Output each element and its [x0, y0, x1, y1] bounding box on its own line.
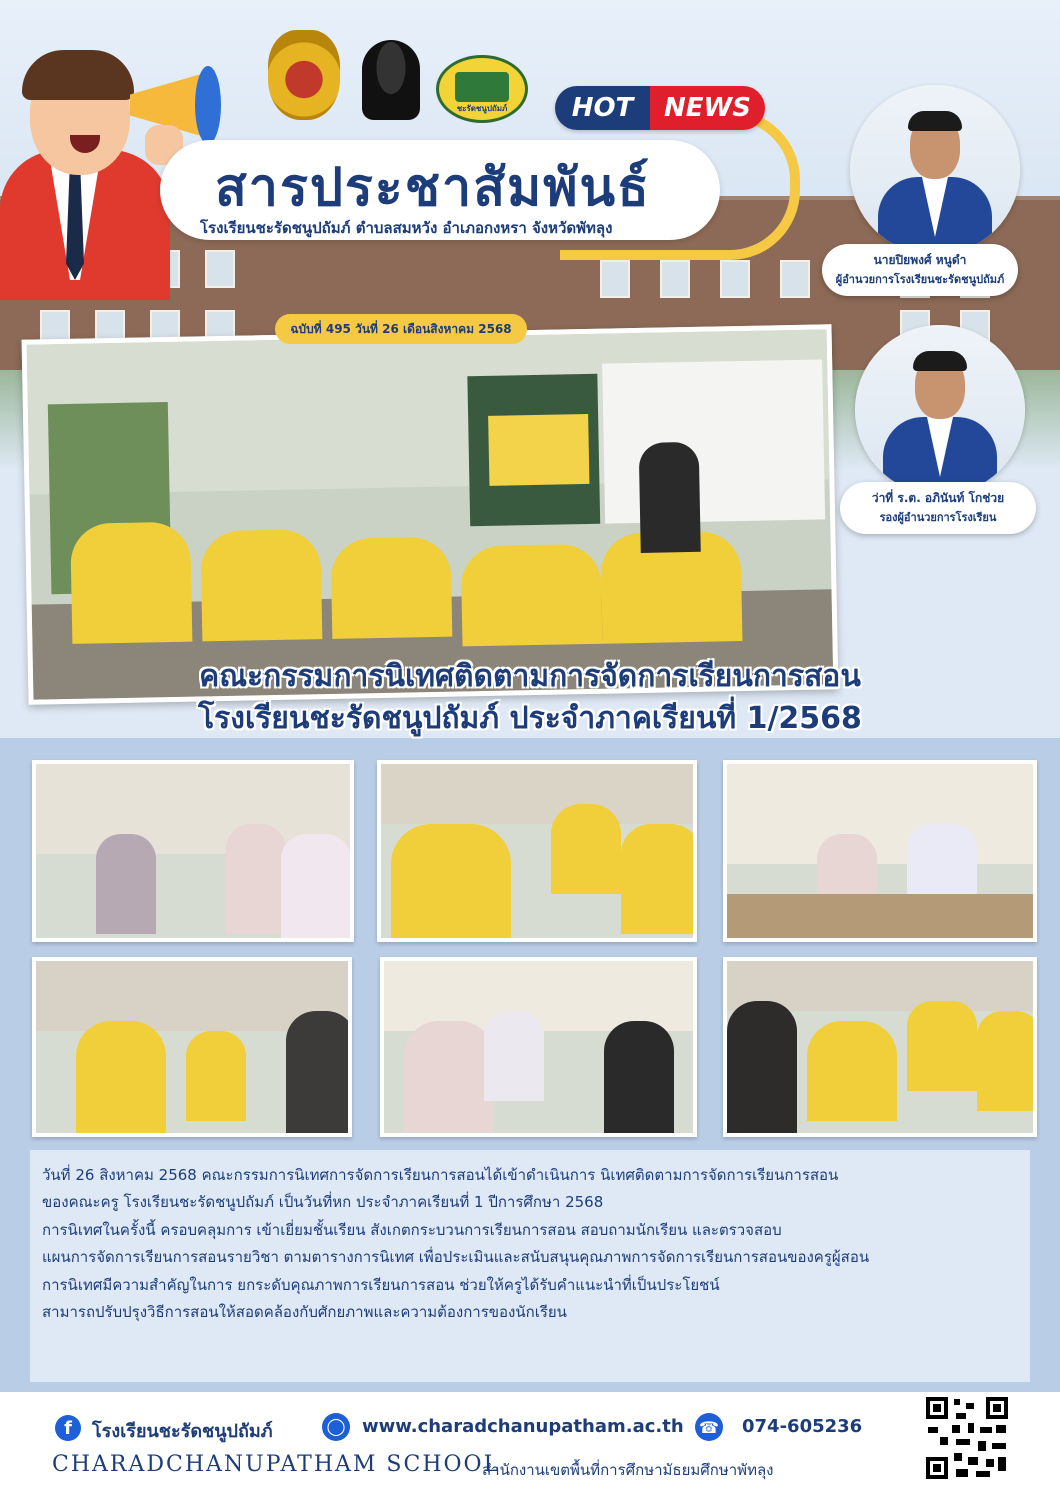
- headline-line-2: โรงเรียนชะรัดชนูปถัมภ์ ประจำภาคเรียนที่ 1/2568: [198, 701, 862, 736]
- cartoon-hair: [22, 50, 134, 100]
- deputy-role: รองผู้อำนวยการโรงเรียน: [879, 511, 997, 524]
- globe-icon[interactable]: ◯: [322, 1413, 350, 1441]
- article-line-2: ของคณะครู โรงเรียนชะรัดชนูปถัมภ์ เป็นวันที่หก ประจำภาคเรียนที่ 1 ปีการศึกษา 2568: [42, 1193, 604, 1212]
- article-body: [42, 1162, 1027, 1326]
- facebook-icon[interactable]: f: [55, 1415, 81, 1441]
- deputy-portrait: [855, 325, 1025, 495]
- school-logo-text: ชะรัดชนูปถัมภ์: [456, 104, 508, 113]
- gallery-photo-6: [723, 957, 1037, 1137]
- issue-info-pill: ฉบับที่ 495 วันที่ 26 เดือนสิงหาคม 2568: [275, 314, 527, 344]
- article-line-5: การนิเทศมีความสำคัญในการ ยกระดับคุณภาพการเรียนการสอน ช่วยให้ครูได้รับคำแนะนำที่เป็นประโยชน์: [42, 1275, 720, 1294]
- article-line-6: สามารถปรับปรุงวิธีการสอนให้สอดคล้องกับศักยภาพและความต้องการของนักเรียน: [42, 1303, 567, 1322]
- newsletter-title: สารประชาสัมพันธ์: [215, 157, 651, 218]
- deputy-name: ว่าที่ ร.ต. อภินันท์ โกช่วย: [871, 491, 1005, 505]
- phone-number[interactable]: 074-605236: [742, 1416, 863, 1437]
- gallery-photo-4: [32, 957, 352, 1137]
- gallery-photo-3: [723, 760, 1037, 942]
- gallery-photo-2: [377, 760, 697, 942]
- director-name: นายปิยพงศ์ หนูดำ: [873, 253, 967, 267]
- headline: [0, 656, 1060, 740]
- gallery-photo-5: [380, 957, 697, 1137]
- school-logo: [436, 55, 528, 123]
- gallery-photo-1: [32, 760, 354, 942]
- article-line-3: การนิเทศในครั้งนี้ ครอบคลุมการ เข้าเยี่ยมชั้นเรียน สังเกตกระบวนการเรียนการสอน สอบถามนักเรียน และตรวจสอบ: [42, 1220, 782, 1239]
- school-name-english: CHARADCHANUPATHAM SCHOOL: [52, 1452, 501, 1477]
- facebook-page-link[interactable]: โรงเรียนชะรัดชนูปถัมภ์: [92, 1421, 273, 1442]
- article-line-1: วันที่ 26 สิงหาคม 2568 คณะกรรมการนิเทศการจัดการเรียนการสอนได้เข้าดำเนินการ นิเทศติดตามการจัดการเรียนการสอน: [42, 1166, 839, 1184]
- news-label: NEWS: [650, 86, 765, 130]
- headline-line-1: คณะกรรมการนิเทศติดตามการจัดการเรียนการสอน: [199, 659, 861, 694]
- education-office: สำนักงานเขตพื้นที่การศึกษามัธยมศึกษาพัทลุง: [482, 1461, 774, 1479]
- director-role: ผู้อำนวยการโรงเรียนชะรัดชนูปถัมภ์: [835, 273, 1005, 286]
- director-name-card: [822, 244, 1018, 296]
- hot-label: HOT: [555, 86, 650, 130]
- main-classroom-photo: [22, 324, 839, 704]
- megaphone-rim: [195, 66, 221, 144]
- newsletter-subtitle: โรงเรียนชะรัดชนูปถัมภ์ ตำบลสมหวัง อำเภอกงหรา จังหวัดพัทลุง: [200, 219, 613, 237]
- footer: [0, 1392, 1060, 1500]
- website-link[interactable]: www.charadchanupatham.ac.th: [362, 1416, 684, 1437]
- ministry-logo: [268, 30, 340, 120]
- founder-statue-logo: [362, 40, 420, 120]
- phone-icon[interactable]: ☎: [695, 1413, 723, 1441]
- deputy-name-card: [840, 482, 1036, 534]
- qr-code[interactable]: [922, 1393, 1012, 1483]
- director-portrait: [850, 85, 1020, 255]
- article-line-4: แผนการจัดการเรียนการสอนรายวิชา ตามตารางการนิเทศ เพื่อประเมินและสนับสนุนคุณภาพการจัดการเรียนการสอนของครูผู้สอน: [42, 1248, 870, 1267]
- hot-news-badge: [555, 86, 765, 130]
